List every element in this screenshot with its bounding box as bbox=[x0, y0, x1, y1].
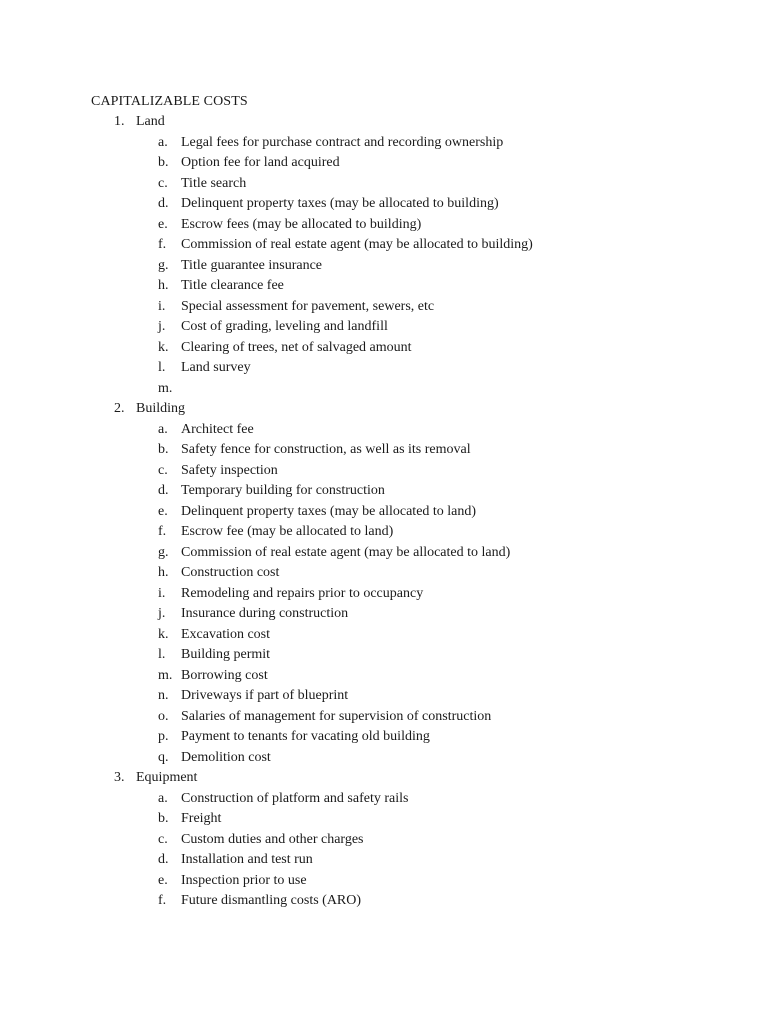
item-marker: n. bbox=[158, 688, 169, 703]
list-item bbox=[0, 502, 768, 523]
item-marker: e. bbox=[158, 872, 168, 888]
list-item bbox=[0, 215, 768, 236]
list-item bbox=[0, 891, 768, 912]
list-item bbox=[0, 338, 768, 359]
list-item bbox=[0, 563, 768, 584]
item-text: Escrow fee (may be allocated to land) bbox=[181, 524, 394, 539]
item-marker: j. bbox=[158, 319, 166, 334]
item-text: Custom duties and other charges bbox=[181, 831, 364, 847]
list-item bbox=[0, 317, 768, 338]
item-text: Excavation cost bbox=[181, 626, 271, 642]
document-title: CAPITALIZABLE COSTS bbox=[91, 94, 248, 109]
item-marker: k. bbox=[158, 626, 169, 642]
item-marker: i. bbox=[158, 585, 166, 601]
list-item bbox=[0, 850, 768, 871]
item-marker: b. bbox=[158, 811, 169, 826]
list-item bbox=[0, 256, 768, 277]
item-text: Delinquent property taxes (may be allocated to building) bbox=[181, 196, 499, 211]
item-marker: i. bbox=[158, 298, 166, 314]
item-text: Escrow fees (may be allocated to building) bbox=[181, 216, 422, 232]
item-marker: p. bbox=[158, 729, 169, 744]
item-marker: a. bbox=[158, 134, 168, 150]
item-marker: o. bbox=[158, 708, 169, 724]
item-marker: c. bbox=[158, 175, 168, 191]
list-item bbox=[0, 297, 768, 318]
item-marker: a. bbox=[158, 421, 168, 437]
item-text: Cost of grading, leveling and landfill bbox=[181, 319, 388, 334]
item-marker: h. bbox=[158, 565, 169, 580]
list-item bbox=[0, 481, 768, 502]
category-marker: 2. bbox=[114, 401, 125, 416]
item-text: Installation and test run bbox=[181, 852, 313, 867]
item-marker: d. bbox=[158, 852, 169, 867]
item-marker: f. bbox=[158, 237, 167, 252]
list-item bbox=[0, 707, 768, 728]
list-item bbox=[0, 543, 768, 564]
item-text: Salaries of management for supervision of construction bbox=[181, 708, 492, 724]
item-text: Inspection prior to use bbox=[181, 872, 307, 888]
category-label: Equipment bbox=[136, 770, 198, 785]
item-marker: f. bbox=[158, 893, 167, 908]
item-text: Delinquent property taxes (may be allocated to land) bbox=[181, 503, 477, 519]
list-item bbox=[0, 461, 768, 482]
item-text: Special assessment for pavement, sewers, etc bbox=[181, 298, 435, 314]
item-marker: k. bbox=[158, 339, 169, 355]
item-marker: e. bbox=[158, 216, 168, 232]
item-text: Building permit bbox=[181, 647, 271, 662]
item-text: Architect fee bbox=[181, 421, 254, 437]
list-item bbox=[0, 789, 768, 810]
item-text: Safety inspection bbox=[181, 462, 278, 478]
list-item bbox=[0, 830, 768, 851]
cost-list bbox=[0, 112, 768, 912]
item-text: Commission of real estate agent (may be allocated to land) bbox=[181, 544, 511, 560]
category-building bbox=[0, 399, 768, 420]
list-item bbox=[0, 153, 768, 174]
item-marker: b. bbox=[158, 155, 169, 170]
list-item bbox=[0, 727, 768, 748]
item-text: Construction of platform and safety rails bbox=[181, 790, 409, 806]
category-label: Land bbox=[136, 114, 165, 129]
item-text: Safety fence for construction, as well as its removal bbox=[181, 442, 471, 457]
category-marker: 3. bbox=[114, 770, 125, 785]
list-item bbox=[0, 604, 768, 625]
item-text: Commission of real estate agent (may be allocated to building) bbox=[181, 237, 533, 252]
list-item bbox=[0, 420, 768, 441]
category-land bbox=[0, 112, 768, 133]
category-marker: 1. bbox=[114, 114, 125, 129]
item-text: Freight bbox=[181, 811, 222, 826]
list-item bbox=[0, 809, 768, 830]
list-item bbox=[0, 625, 768, 646]
item-marker: a. bbox=[158, 790, 168, 806]
item-marker: e. bbox=[158, 503, 168, 519]
item-text: Future dismantling costs (ARO) bbox=[181, 893, 362, 908]
list-item bbox=[0, 358, 768, 379]
list-item bbox=[0, 235, 768, 256]
item-text: Driveways if part of blueprint bbox=[181, 688, 349, 703]
list-item bbox=[0, 748, 768, 769]
list-item bbox=[0, 686, 768, 707]
item-marker: l. bbox=[158, 647, 166, 662]
list-item bbox=[0, 871, 768, 892]
list-item bbox=[0, 645, 768, 666]
item-text: Title guarantee insurance bbox=[181, 257, 322, 273]
item-text: Land survey bbox=[181, 360, 251, 375]
item-text: Title search bbox=[181, 175, 247, 191]
item-marker: q. bbox=[158, 749, 169, 765]
category-equipment bbox=[0, 768, 768, 789]
item-text: Clearing of trees, net of salvaged amount bbox=[181, 339, 412, 355]
item-marker: b. bbox=[158, 442, 169, 457]
item-marker: m. bbox=[158, 667, 173, 683]
list-item bbox=[0, 276, 768, 297]
item-text: Temporary building for construction bbox=[181, 483, 385, 498]
list-item bbox=[0, 133, 768, 154]
item-text: Legal fees for purchase contract and recording ownership bbox=[181, 134, 504, 150]
item-text: Demolition cost bbox=[181, 749, 271, 765]
item-marker: j. bbox=[158, 606, 166, 621]
item-marker: g. bbox=[158, 544, 169, 560]
item-marker: d. bbox=[158, 483, 169, 498]
item-marker: h. bbox=[158, 278, 169, 293]
item-text: Remodeling and repairs prior to occupancy bbox=[181, 585, 424, 601]
list-item bbox=[0, 379, 768, 400]
item-marker: c. bbox=[158, 831, 168, 847]
item-text: Insurance during construction bbox=[181, 606, 349, 621]
list-item bbox=[0, 174, 768, 195]
item-text: Title clearance fee bbox=[181, 278, 284, 293]
list-item bbox=[0, 194, 768, 215]
item-marker: d. bbox=[158, 196, 169, 211]
category-label: Building bbox=[136, 401, 186, 416]
item-text: Borrowing cost bbox=[181, 667, 268, 683]
item-text: Construction cost bbox=[181, 565, 280, 580]
item-marker: f. bbox=[158, 524, 167, 539]
list-item bbox=[0, 522, 768, 543]
item-marker: m. bbox=[158, 380, 173, 396]
item-marker: c. bbox=[158, 462, 168, 478]
item-text: Payment to tenants for vacating old building bbox=[181, 729, 430, 744]
item-text: Option fee for land acquired bbox=[181, 155, 340, 170]
item-marker: g. bbox=[158, 257, 169, 273]
list-item bbox=[0, 440, 768, 461]
list-item bbox=[0, 666, 768, 687]
list-item bbox=[0, 584, 768, 605]
item-marker: l. bbox=[158, 360, 166, 375]
